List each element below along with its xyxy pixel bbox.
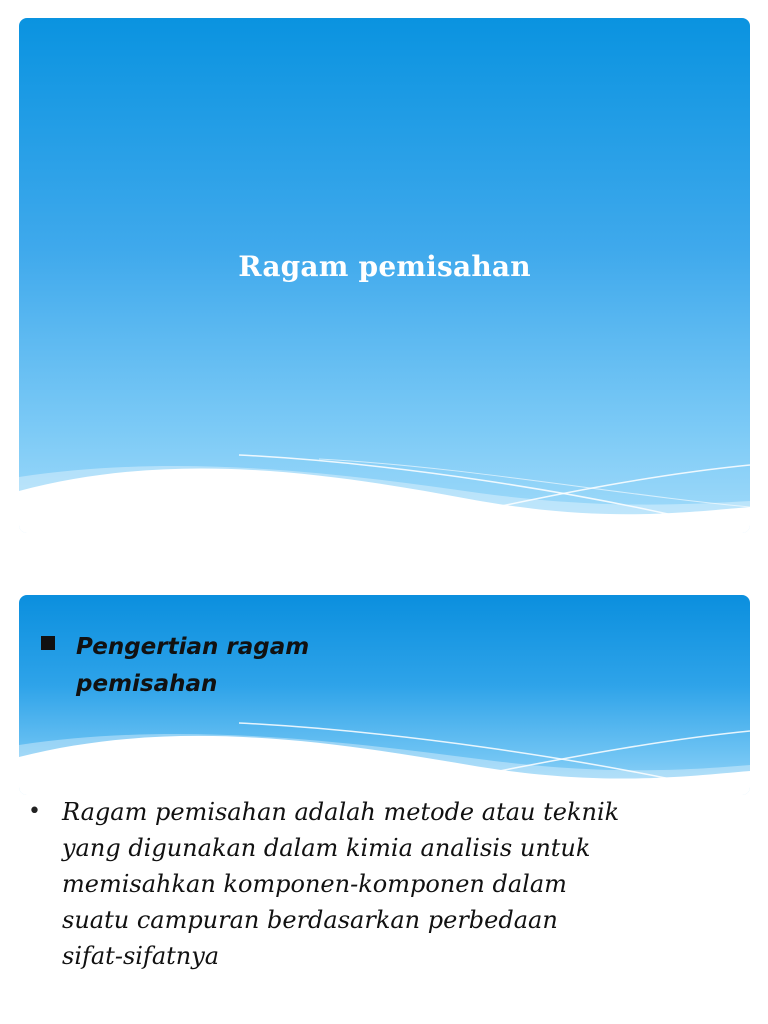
wave-white-fill xyxy=(19,736,750,795)
title-slide xyxy=(19,18,750,533)
wave-white-fill xyxy=(19,468,750,533)
body-paragraph: Ragam pemisahan adalah metode atau teknik yang digunakan dalam kimia analisis untuk memisahkan komponen-komponen dalam suatu campuran berdasarkan perbedaan sifat-sifatnya xyxy=(62,798,620,970)
content-slide-header xyxy=(19,595,750,795)
slide-heading: Pengertian ragam pemisahan xyxy=(76,634,310,697)
wave-decoration xyxy=(19,443,750,533)
heading-item xyxy=(41,629,326,703)
bullet-dot-icon: • xyxy=(28,799,41,824)
body-bullet-item xyxy=(28,794,648,974)
slide-title: Ragam pemisahan xyxy=(238,250,531,283)
wave-decoration xyxy=(19,715,750,795)
square-bullet-icon xyxy=(41,636,55,650)
